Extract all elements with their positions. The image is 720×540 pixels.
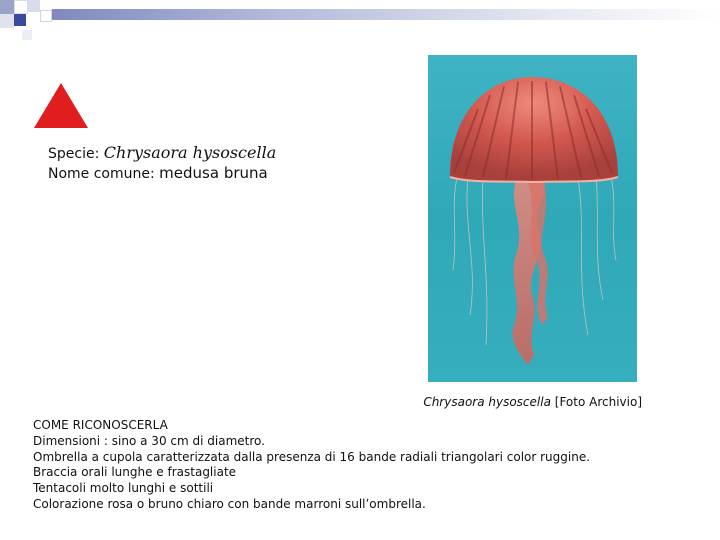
description-heading: COME RICONOSCERLA (33, 418, 168, 432)
corner-square-decoration (14, 0, 28, 14)
description-line: Colorazione rosa o bruno chiaro con bande marroni sull’ombrella. (33, 496, 426, 511)
corner-square-decoration (0, 0, 14, 14)
caption-credit: [Foto Archivio] (554, 395, 642, 409)
corner-square-decoration (14, 14, 26, 26)
species-row (48, 143, 276, 164)
species-label: Specie: (48, 146, 100, 162)
header-gradient-band (52, 9, 720, 20)
corner-square-decoration (28, 0, 40, 12)
caption-species: Chrysaora hysoscella (423, 395, 551, 409)
description-line: Braccia orali lunghe e frastagliate (33, 465, 237, 480)
common-name-label: Nome comune: (48, 166, 155, 182)
corner-square-decoration (22, 30, 32, 40)
species-info (48, 143, 276, 184)
description-block (33, 418, 590, 513)
photo-caption (423, 395, 642, 409)
species-name: Chrysaora hysoscella (103, 143, 277, 162)
common-name-row (48, 164, 276, 184)
corner-square-decoration (0, 14, 14, 28)
red-triangle-icon (34, 83, 88, 128)
common-name: medusa bruna (159, 164, 268, 182)
jellyfish-photo (428, 55, 637, 382)
description-line: Ombrella a cupola caratterizzata dalla presenza di 16 bande radiali triangolari color ruggine. (33, 449, 591, 464)
description-line: Tentacoli molto lunghi e sottili (33, 481, 214, 496)
description-line: Dimensioni : sino a 30 cm di diametro. (33, 433, 265, 448)
corner-square-decoration (40, 10, 52, 22)
